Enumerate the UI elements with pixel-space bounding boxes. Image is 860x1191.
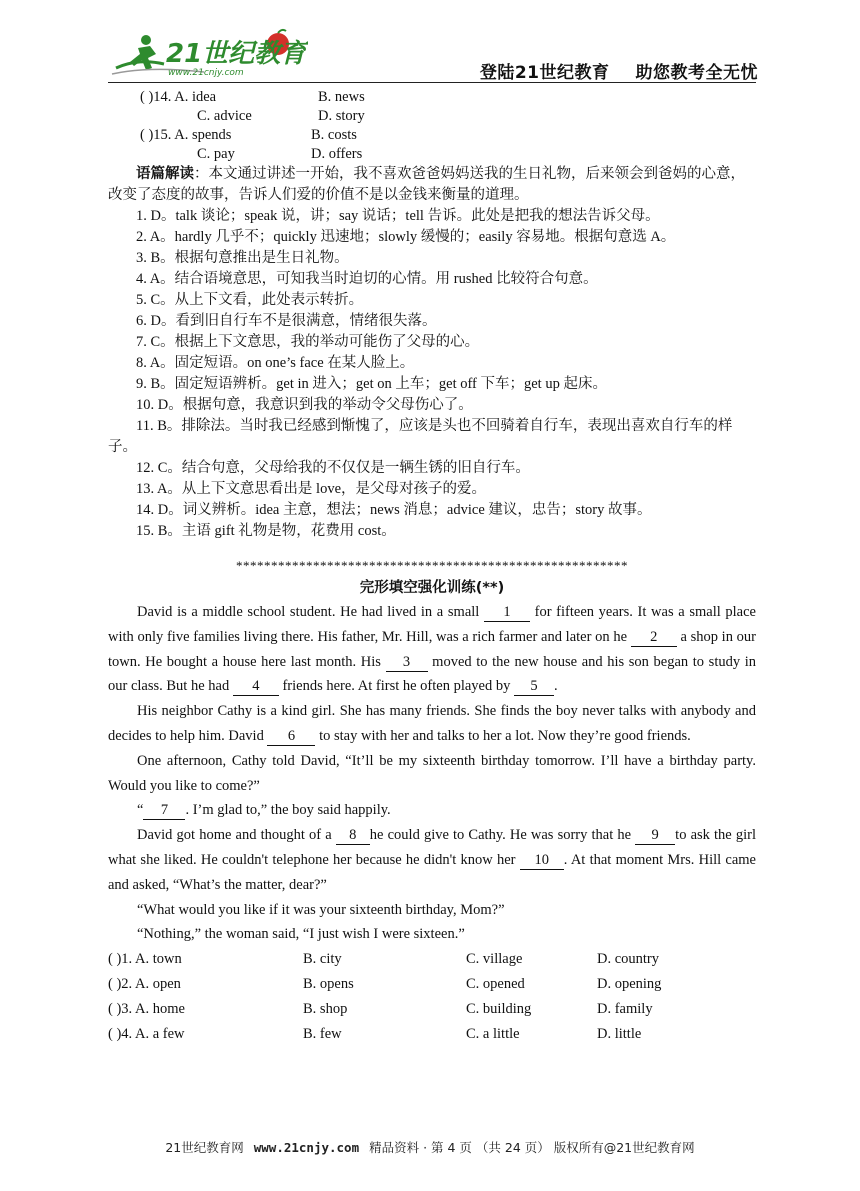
explanation-item: 2. A。hardly 几乎不；quickly 迅速地；slowly 缓慢的；easily 容易地。根据句意选 A。 [136, 229, 676, 245]
question-row [108, 126, 756, 145]
footer-url: www.21cnjy.com [253, 1140, 360, 1155]
text: a shop in our town. He bought a house here last month. His [108, 628, 756, 670]
question-row-cont [108, 145, 756, 164]
option-b: B. city [303, 951, 342, 968]
option-b: B. news [318, 89, 365, 105]
blank-6: 6 [267, 727, 315, 746]
text: friends here. At first he often played by [278, 678, 514, 695]
slogan-left: 登陆21世纪教育 [479, 63, 610, 83]
question-label: ( )14. A. idea [140, 89, 217, 105]
option-d: D. story [318, 108, 365, 124]
question-list [108, 947, 756, 1046]
option-d: D. offers [311, 146, 363, 162]
footer-page-info: 精品资料 · 第 4 页 （共 24 页） 版权所有@21世纪教育网 [369, 1140, 695, 1155]
text: for fifteen years. It was a small place with only five families living there. His father, Mr. Hill, was a rich farmer and later on he [108, 604, 756, 645]
page-footer [0, 1138, 860, 1156]
question-row [108, 947, 756, 972]
paragraph: One afternoon, Cathy told David, “It’ll be my sixteenth birthday tomorrow. I’ll have a birthday party. Would you like to come?” [108, 752, 756, 794]
blank-1: 1 [484, 603, 530, 622]
text: to ask the girl what she liked. He couldn't telephone her because he didn't know her [108, 827, 756, 868]
question-row [108, 997, 756, 1022]
option-d: D. family [597, 1000, 653, 1017]
section-title: 完形填空强化训练(**) [359, 580, 505, 596]
explanation-item: 12. C。结合句意，父母给我的不仅仅是一辆生锈的旧自行车。 [136, 460, 530, 476]
text: David is a middle school student. He had lived in a small [137, 604, 484, 620]
paragraph: “Nothing,” the woman said, “I just wish I were sixteen.” [137, 926, 465, 943]
question-label: ( )2. A. open [108, 975, 181, 992]
explanation-item: 5. C。从上下文看，此处表示转折。 [136, 292, 364, 308]
explanation-item: 14. D。词义辨析。idea 主意，想法；news 消息；advice 建议，忠告；story 故事。 [136, 502, 652, 518]
question-label: ( )3. A. home [108, 1000, 185, 1017]
option-c: C. a little [466, 1025, 520, 1042]
explanation-item: 15. B。主语 gift 礼物是物，花费用 cost。 [136, 523, 396, 539]
blank-10: 10 [520, 851, 564, 870]
paragraph [108, 823, 756, 897]
explanation-item: 3. B。根据句意推出是生日礼物。 [136, 250, 349, 266]
explanation-item: 8. A。固定短语。on one’s face 在某人脸上。 [136, 355, 415, 371]
explanation-item: 6. D。看到旧自行车不是很满意，情绪很失落。 [136, 313, 437, 329]
footer-site: 21世纪教育网 [165, 1140, 244, 1155]
option-c: C. advice [197, 108, 252, 124]
explanation-item: 4. A。结合语境意思，可知我当时迫切的心情。用 rushed 比较符合句意。 [136, 271, 598, 287]
question-row-cont [108, 107, 756, 126]
question-row [108, 88, 756, 107]
page-content [108, 88, 756, 1046]
option-b: B. few [303, 1025, 342, 1042]
question-label: ( )4. A. a few [108, 1025, 185, 1042]
option-d: D. opening [597, 975, 662, 992]
question-label: ( )15. A. spends [140, 127, 232, 143]
text: “ [137, 802, 144, 819]
option-d: D. country [597, 951, 660, 968]
text: to stay with her and talks to her a lot. Now they’re good friends. [315, 727, 691, 744]
text: moved to the new house and his son began to study in our class. But he had [108, 653, 756, 695]
header-divider [108, 82, 756, 83]
explanation-intro-text: ：本文通过讲述一开始，我不喜欢爸爸妈妈送我的生日礼物，后来领会到爸妈的心意，改变了态度的故事，告诉人们爱的价值不是以金钱来衡量的道理。 [108, 166, 745, 203]
explanation-section [108, 164, 756, 542]
paragraph [108, 798, 756, 823]
cloze-passage [108, 600, 756, 947]
explanation-item: 9. B。固定短语辨析。get in 进入；get on 上车；get off 下车；get up 起床。 [136, 376, 607, 392]
separator: ******************************************************** [236, 558, 628, 573]
question-label: ( )1. A. town [108, 951, 182, 968]
logo-graphic [108, 28, 308, 82]
explanation-item: 13. A。从上下文意思看出是 love，是父母对孩子的爱。 [136, 481, 487, 497]
explanation-heading: 语篇解读 [136, 166, 194, 182]
blank-7: 7 [143, 801, 185, 820]
explanation-item: 7. C。根据上下文意思，我的举动可能伤了父母的心。 [136, 334, 480, 350]
text: . At that moment Mrs. Hill came and asked, “What’s the matter, dear?” [108, 851, 756, 893]
blank-8: 8 [336, 826, 370, 845]
paragraph: “What would you like if it was your sixteenth birthday, Mom?” [137, 901, 505, 918]
page-header [108, 28, 758, 82]
blank-3: 3 [386, 653, 428, 672]
option-c: C. building [466, 1000, 532, 1017]
option-b: B. shop [303, 1000, 348, 1017]
option-b: B. costs [311, 127, 357, 143]
option-d: D. little [597, 1025, 642, 1042]
logo-url: www.21cnjy.com [168, 68, 244, 78]
option-b: B. opens [303, 975, 354, 992]
blank-5: 5 [514, 677, 554, 696]
text: David got home and thought of a [137, 827, 336, 844]
text: . [554, 678, 558, 695]
text: . I’m glad to,” the boy said happily. [185, 802, 391, 819]
text: he could give to Cathy. He was sorry that he [369, 827, 636, 844]
previous-questions [108, 88, 756, 164]
explanation-item: 1. D。talk 谈论；speak 说，讲；say 说话；tell 告诉。此处是把我的想法告诉父母。 [136, 208, 660, 224]
option-c: C. village [466, 951, 523, 968]
question-row [108, 1022, 756, 1047]
header-slogan [480, 58, 758, 83]
slogan-right: 助您教考全无忧 [635, 63, 758, 83]
blank-9: 9 [635, 826, 675, 845]
explanation-intro [108, 164, 756, 206]
explanation-item: 10. D。根据句意，我意识到我的举动令父母伤心了。 [136, 397, 473, 413]
logo [108, 28, 308, 82]
blank-2: 2 [631, 628, 677, 647]
option-c: C. opened [466, 975, 525, 992]
paragraph [108, 600, 756, 699]
explanation-item: 11. B。排除法。当时我已经感到惭愧了，应该是头也不回骑着自行车，表现出喜欢自行车的样子。 [108, 418, 733, 455]
paragraph [108, 699, 756, 749]
text: His neighbor Cathy is a kind girl. She has many friends. She finds the boy never talks with anybody and decides to help him. David [108, 703, 756, 744]
logo-text: 21世纪教育 [166, 39, 307, 69]
option-c: C. pay [197, 146, 235, 162]
question-row [108, 972, 756, 997]
blank-4: 4 [233, 677, 279, 696]
